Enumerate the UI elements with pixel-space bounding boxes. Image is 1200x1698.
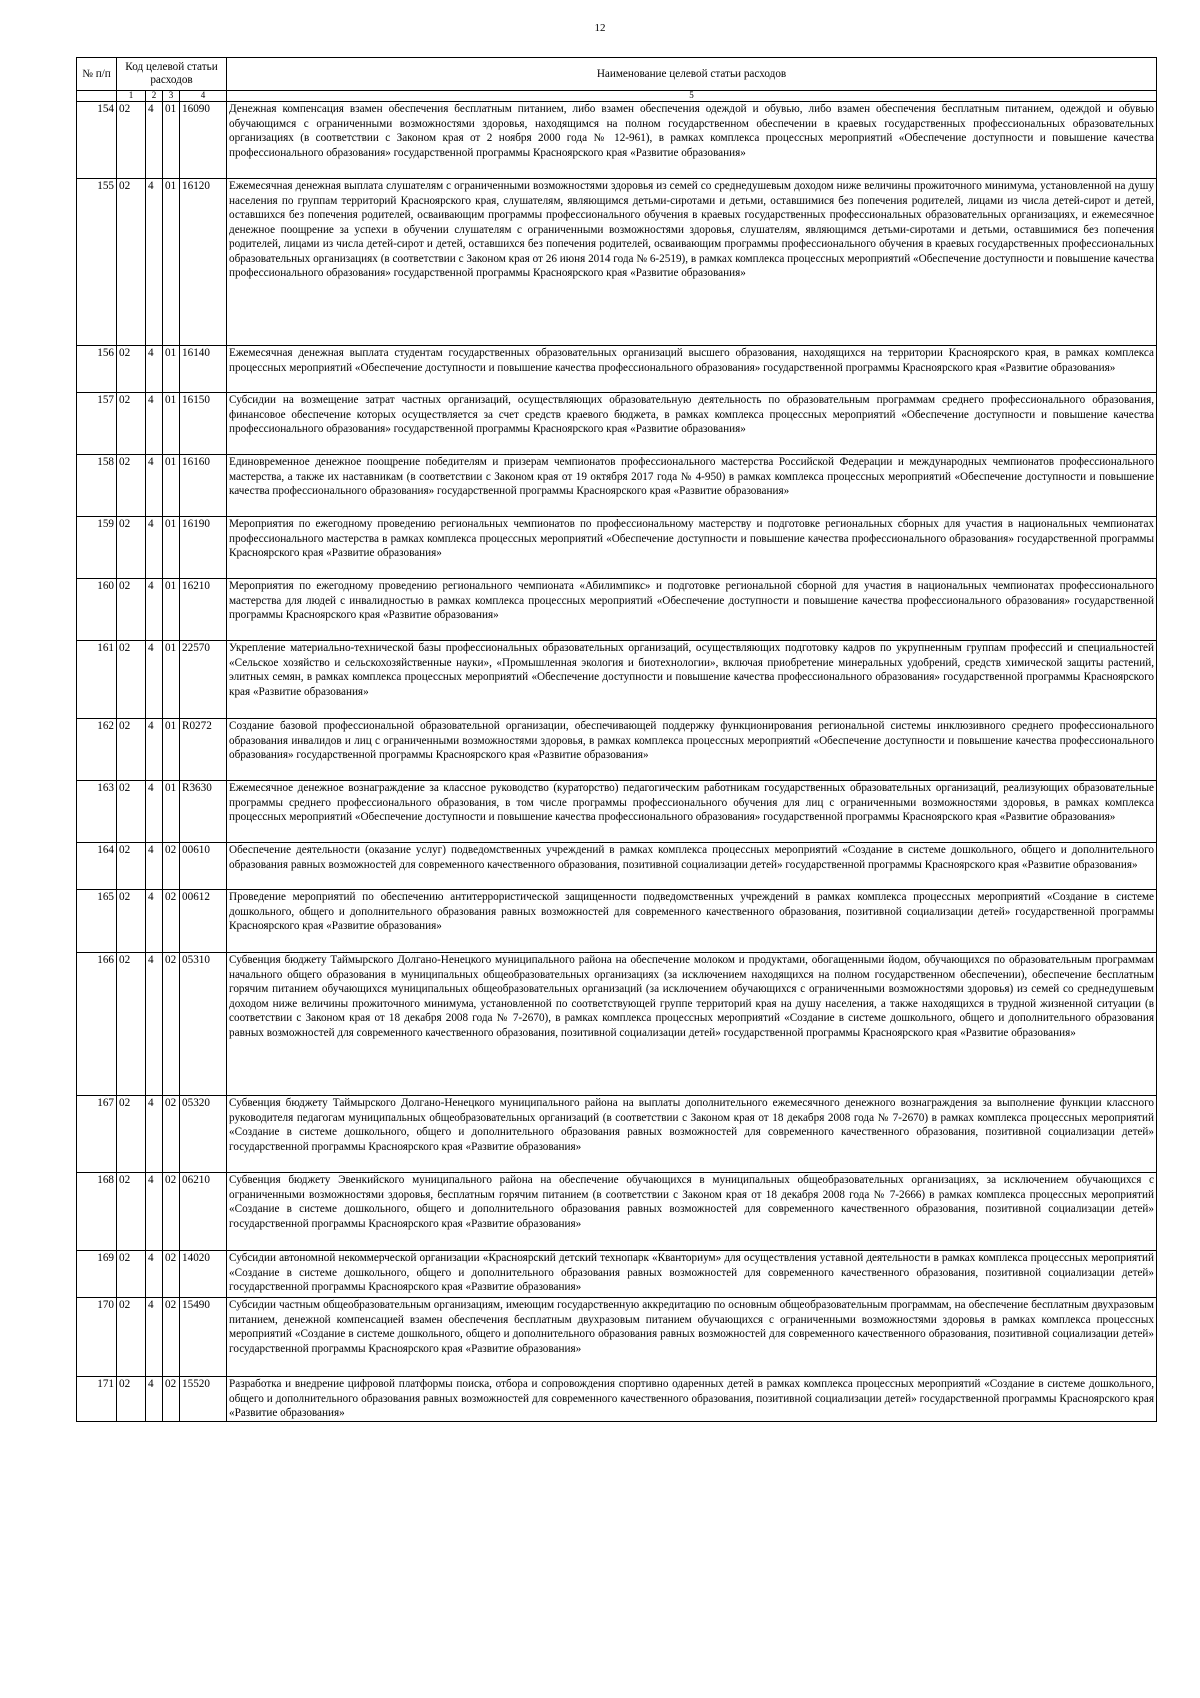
- code-part-2: 4: [146, 719, 163, 781]
- row-number: 158: [77, 455, 117, 517]
- header-sub-5: 5: [227, 91, 1157, 102]
- row-number: 159: [77, 517, 117, 579]
- code-part-2: 4: [146, 579, 163, 641]
- expense-name: Укрепление материально-технической базы профессиональных образовательных организаций, осуществляющих подготовку кадров по укрупненным группам профессий и специальностей «Сельское хозяйство и сельскохозяйственные науки», «Промышленная экология и биотехнологии», включая приобретение минеральных удобрений, средств химической защиты растений, элитных семян, в рамках комплекса процессных мероприятий «Обеспечение доступности и повышение качества профессионального образования» государственной программы Красноярского края «Развитие образования»: [227, 641, 1157, 719]
- expense-name: Денежная компенсация взамен обеспечения бесплатным питанием, либо взамен обеспечения одеждой и обувью, либо взамен обеспечения бесплатным питанием, одеждой и обувью обучающимся с ограниченными возможностями здоровья, находящимся на полном государственном обеспечении в краевых государственных профессиональных образовательных организациях (в соответствии с Законом края от 2 ноября 2000 года № 12-961), в рамках комплекса процессных мероприятий «Обеспечение доступности и повышение качества профессионального образования» государственной программы Красноярского края «Развитие образования»: [227, 102, 1157, 179]
- header-sub-2: 2: [146, 91, 163, 102]
- expense-name: Проведение мероприятий по обеспечению антитеррористической защищенности подведомственных учреждений в рамках комплекса процессных мероприятий «Создание в системе дошкольного, общего и дополнительного образования равных возможностей для современного качественного образования, позитивной социализации детей» государственной программы Красноярского края «Развитие образования»: [227, 890, 1157, 953]
- code-part-4: 15520: [180, 1377, 227, 1422]
- row-number: 156: [77, 346, 117, 393]
- code-part-3: 02: [163, 953, 180, 1096]
- expense-name: Субвенция бюджету Таймырского Долгано-Ненецкого муниципального района на выплаты дополнительного ежемесячного денежного вознаграждения за выполнение функции классного руководителя педагогам муниципальных общеобразовательных организаций (в соответствии с Законом края от 18 декабря 2008 года № 7-2670) в рамках комплекса процессных мероприятий «Создание в системе дошкольного, общего и дополнительного образования равных возможностей для современного качественного образования, позитивной социализации детей» государственной программы Красноярского края «Развитие образования»: [227, 1096, 1157, 1173]
- code-part-2: 4: [146, 781, 163, 843]
- row-number: 165: [77, 890, 117, 953]
- code-part-4: 16190: [180, 517, 227, 579]
- row-number: 164: [77, 843, 117, 890]
- table-row: [77, 641, 1157, 719]
- header-name: Наименование целевой статьи расходов: [227, 58, 1157, 91]
- code-part-4: R3630: [180, 781, 227, 843]
- row-number: 169: [77, 1251, 117, 1298]
- row-number: 167: [77, 1096, 117, 1173]
- expense-name: Ежемесячное денежное вознаграждение за классное руководство (кураторство) педагогическим работникам государственных образовательных организаций, реализующих образовательные программы среднего профессионального образования, в том числе программы профессионального обучения для лиц с ограниченными возможностями здоровья, в рамках комплекса процессных мероприятий «Обеспечение доступности и повышение качества профессионального образования» государственной программы Красноярского края «Развитие образования»: [227, 781, 1157, 843]
- code-part-1: 02: [117, 455, 146, 517]
- table-row: [77, 1251, 1157, 1298]
- code-part-2: 4: [146, 1251, 163, 1298]
- page-number: 12: [594, 22, 606, 34]
- expense-name: Ежемесячная денежная выплата студентам государственных образовательных организаций высшего образования, находящихся на территории Красноярского края, в рамках комплекса процессных мероприятий «Обеспечение доступности и повышение качества профессионального образования» государственной программы Красноярского края «Развитие образования»: [227, 346, 1157, 393]
- code-part-3: 01: [163, 719, 180, 781]
- code-part-2: 4: [146, 1298, 163, 1377]
- code-part-4: 22570: [180, 641, 227, 719]
- expense-name: Мероприятия по ежегодному проведению региональных чемпионатов по профессиональному мастерству и подготовке региональных сборных для участия в национальных чемпионатах профессионального мастерства в рамках комплекса процессных мероприятий «Обеспечение доступности и повышение качества профессионального образования» государственной программы Красноярского края «Развитие образования»: [227, 517, 1157, 579]
- code-part-1: 02: [117, 102, 146, 179]
- header-sub-blank: [77, 91, 117, 102]
- code-part-3: 01: [163, 579, 180, 641]
- expense-name: Субсидии на возмещение затрат частных организаций, осуществляющих образовательную деятельность по образовательным программам среднего профессионального образования, финансовое обеспечение которых осуществляется за счет средств краевого бюджета, в рамках комплекса процессных мероприятий «Обеспечение доступности и повышение качества профессионального образования» государственной программы Красноярского края «Развитие образования»: [227, 393, 1157, 455]
- table-row: [77, 781, 1157, 843]
- table-row: [77, 1096, 1157, 1173]
- code-part-1: 02: [117, 781, 146, 843]
- header-num: № п/п: [77, 58, 117, 91]
- table-row: [77, 843, 1157, 890]
- expense-name: Единовременное денежное поощрение победителям и призерам чемпионатов профессионального мастерства Российской Федерации и международных чемпионатов профессионального мастерства, а также их наставникам (в соответствии с Законом края от 19 октября 2017 года № 4-950) в рамках комплекса процессных мероприятий «Обеспечение доступности и повышение качества профессионального образования» государственной программы Красноярского края «Развитие образования»: [227, 455, 1157, 517]
- row-number: 170: [77, 1298, 117, 1377]
- row-number: 171: [77, 1377, 117, 1422]
- code-part-3: 02: [163, 1173, 180, 1251]
- code-part-3: 01: [163, 517, 180, 579]
- code-part-2: 4: [146, 455, 163, 517]
- code-part-2: 4: [146, 1173, 163, 1251]
- code-part-3: 01: [163, 346, 180, 393]
- code-part-2: 4: [146, 1096, 163, 1173]
- code-part-1: 02: [117, 1298, 146, 1377]
- expense-name: Субсидии автономной некоммерческой организации «Красноярский детский технопарк «Кванториум» для осуществления уставной деятельности в рамках комплекса процессных мероприятий «Создание в системе дошкольного, общего и дополнительного образования равных возможностей для современного качественного образования, позитивной социализации детей» государственной программы Красноярского края «Развитие образования»: [227, 1251, 1157, 1298]
- code-part-2: 4: [146, 641, 163, 719]
- table-row: [77, 719, 1157, 781]
- table-row: [77, 179, 1157, 346]
- row-number: 157: [77, 393, 117, 455]
- header-sub-4: 4: [180, 91, 227, 102]
- code-part-4: 05320: [180, 1096, 227, 1173]
- table-row: [77, 346, 1157, 393]
- expense-name: Субсидии частным общеобразовательным организациям, имеющим государственную аккредитацию по основным общеобразовательным программам, на обеспечение бесплатным двухразовым питанием, денежной компенсацией взамен обеспечения бесплатным двухразовым питанием обучающихся с ограниченными возможностями здоровья в рамках комплекса процессных мероприятий «Создание в системе дошкольного, общего и дополнительного образования равных возможностей для современного качественного образования, позитивной социализации детей» государственной программы Красноярского края «Развитие образования»: [227, 1298, 1157, 1377]
- code-part-3: 02: [163, 1298, 180, 1377]
- table-row: [77, 102, 1157, 179]
- code-part-1: 02: [117, 393, 146, 455]
- code-part-1: 02: [117, 953, 146, 1096]
- code-part-3: 01: [163, 641, 180, 719]
- code-part-1: 02: [117, 1377, 146, 1422]
- code-part-3: 01: [163, 781, 180, 843]
- code-part-2: 4: [146, 953, 163, 1096]
- row-number: 161: [77, 641, 117, 719]
- table-row: [77, 1377, 1157, 1422]
- table-row: [77, 393, 1157, 455]
- row-number: 163: [77, 781, 117, 843]
- table-row: [77, 1173, 1157, 1251]
- code-part-4: 15490: [180, 1298, 227, 1377]
- code-part-2: 4: [146, 843, 163, 890]
- code-part-1: 02: [117, 179, 146, 346]
- code-part-3: 01: [163, 179, 180, 346]
- code-part-3: 01: [163, 102, 180, 179]
- table-row: [77, 455, 1157, 517]
- row-number: 166: [77, 953, 117, 1096]
- code-part-1: 02: [117, 843, 146, 890]
- code-part-1: 02: [117, 890, 146, 953]
- header-code: Код целевой статьи расходов: [117, 58, 227, 91]
- code-part-2: 4: [146, 179, 163, 346]
- row-number: 155: [77, 179, 117, 346]
- code-part-3: 02: [163, 1096, 180, 1173]
- code-part-2: 4: [146, 346, 163, 393]
- code-part-4: 06210: [180, 1173, 227, 1251]
- expense-name: Мероприятия по ежегодному проведению регионального чемпионата «Абилимпикс» и подготовке региональной сборной для участия в национальных чемпионатах профессионального мастерства для людей с инвалидностью в рамках комплекса процессных мероприятий «Обеспечение доступности и повышение качества профессионального образования» государственной программы Красноярского края «Развитие образования»: [227, 579, 1157, 641]
- table-row: [77, 953, 1157, 1096]
- table-row: [77, 1298, 1157, 1377]
- budget-table: [76, 57, 1157, 1422]
- code-part-2: 4: [146, 890, 163, 953]
- code-part-4: 16120: [180, 179, 227, 346]
- code-part-1: 02: [117, 641, 146, 719]
- code-part-4: 16090: [180, 102, 227, 179]
- code-part-3: 02: [163, 1377, 180, 1422]
- expense-name: Создание базовой профессиональной образовательной организации, обеспечивающей поддержку функционирования региональной системы инклюзивного среднего профессионального образования инвалидов и лиц с ограниченными возможностями здоровья, в рамках комплекса процессных мероприятий «Обеспечение доступности и повышение качества профессионального образования» государственной программы Красноярского края «Развитие образования»: [227, 719, 1157, 781]
- expense-name: Обеспечение деятельности (оказание услуг) подведомственных учреждений в рамках комплекса процессных мероприятий «Создание в системе дошкольного, общего и дополнительного образования равных возможностей для современного качественного образования, позитивной социализации детей» государственной программы Красноярского края «Развитие образования»: [227, 843, 1157, 890]
- code-part-3: 02: [163, 843, 180, 890]
- code-part-3: 02: [163, 890, 180, 953]
- expense-name: Ежемесячная денежная выплата слушателям с ограниченными возможностями здоровья из семей со среднедушевым доходом ниже величины прожиточного минимума, установленной на душу населения по группам территорий Красноярского края, слушателям, являющимся детьми-сиротами и детьми, оставшимися без попечения родителей, лицами из числа детей-сирот и детей, оставшихся без попечения родителей, осваивающим программы профессионального обучения в краевых государственных профессиональных образовательных организациях, и ежемесячное денежное поощрение за успехи в обучении слушателям с ограниченными возможностями здоровья, слушателям, являющимся детьми-сиротами и детьми, оставшимися без попечения родителей, лицами из числа детей-сирот и детей, оставшихся без попечения родителей, осваивающим программы профессионального обучения в краевых государственных профессиональных образовательных организациях (в соответствии с Законом края от 26 июня 2014 года № 6-2519), в рамках комплекса процессных мероприятий «Обеспечение доступности и повышение качества профессионального образования» государственной программы Красноярского края «Развитие образования»: [227, 179, 1157, 346]
- code-part-4: 16140: [180, 346, 227, 393]
- code-part-1: 02: [117, 1096, 146, 1173]
- code-part-1: 02: [117, 346, 146, 393]
- row-number: 160: [77, 579, 117, 641]
- code-part-1: 02: [117, 719, 146, 781]
- code-part-3: 02: [163, 1251, 180, 1298]
- header-sub-1: 1: [117, 91, 146, 102]
- table-row: [77, 517, 1157, 579]
- expense-name: Субвенция бюджету Эвенкийского муниципального района на обеспечение обучающихся в муниципальных общеобразовательных организациях, за исключением обучающихся с ограниченными возможностями здоровья, бесплатным горячим питанием (в соответствии с Законом края от 18 декабря 2008 года № 7-2666) в рамках комплекса процессных мероприятий «Создание в системе дошкольного, общего и дополнительного образования равных возможностей для современного качественного образования, позитивной социализации детей» государственной программы Красноярского края «Развитие образования»: [227, 1173, 1157, 1251]
- table-row: [77, 579, 1157, 641]
- code-part-4: 16210: [180, 579, 227, 641]
- row-number: 162: [77, 719, 117, 781]
- code-part-4: R0272: [180, 719, 227, 781]
- expense-name: Субвенция бюджету Таймырского Долгано-Ненецкого муниципального района на обеспечение молоком и продуктами, обогащенными йодом, обучающихся по образовательным программам начального общего образования в муниципальных общеобразовательных организациях (за исключением находящихся на полном государственном обеспечении), обеспечение бесплатным горячим питанием обучающихся муниципальных общеобразовательных организаций (за исключением обучающихся с ограниченными возможностями здоровья) из семей со среднедушевым доходом ниже величины прожиточного минимума, установленной по соответствующей группе территорий края на душу населения, а также находящихся в трудной жизненной ситуации (в соответствии с Законом края от 18 декабря 2008 года № 7-2670), в рамках комплекса процессных мероприятий «Создание в системе дошкольного, общего и дополнительного образования равных возможностей для современного качественного образования, позитивной социализации детей» государственной программы Красноярского края «Развитие образования»: [227, 953, 1157, 1096]
- expense-name: Разработка и внедрение цифровой платформы поиска, отбора и сопровождения спортивно одаренных детей в рамках комплекса процессных мероприятий «Создание в системе дошкольного, общего и дополнительного образования равных возможностей для современного качественного образования, позитивной социализации детей» государственной программы Красноярского края «Развитие образования»: [227, 1377, 1157, 1422]
- code-part-1: 02: [117, 1251, 146, 1298]
- code-part-4: 16160: [180, 455, 227, 517]
- row-number: 154: [77, 102, 117, 179]
- code-part-3: 01: [163, 455, 180, 517]
- header-sub-3: 3: [163, 91, 180, 102]
- code-part-3: 01: [163, 393, 180, 455]
- code-part-4: 16150: [180, 393, 227, 455]
- code-part-4: 00612: [180, 890, 227, 953]
- code-part-1: 02: [117, 1173, 146, 1251]
- code-part-2: 4: [146, 393, 163, 455]
- code-part-4: 00610: [180, 843, 227, 890]
- table-row: [77, 890, 1157, 953]
- code-part-2: 4: [146, 517, 163, 579]
- code-part-2: 4: [146, 102, 163, 179]
- code-part-4: 14020: [180, 1251, 227, 1298]
- code-part-4: 05310: [180, 953, 227, 1096]
- row-number: 168: [77, 1173, 117, 1251]
- code-part-1: 02: [117, 517, 146, 579]
- code-part-2: 4: [146, 1377, 163, 1422]
- code-part-1: 02: [117, 579, 146, 641]
